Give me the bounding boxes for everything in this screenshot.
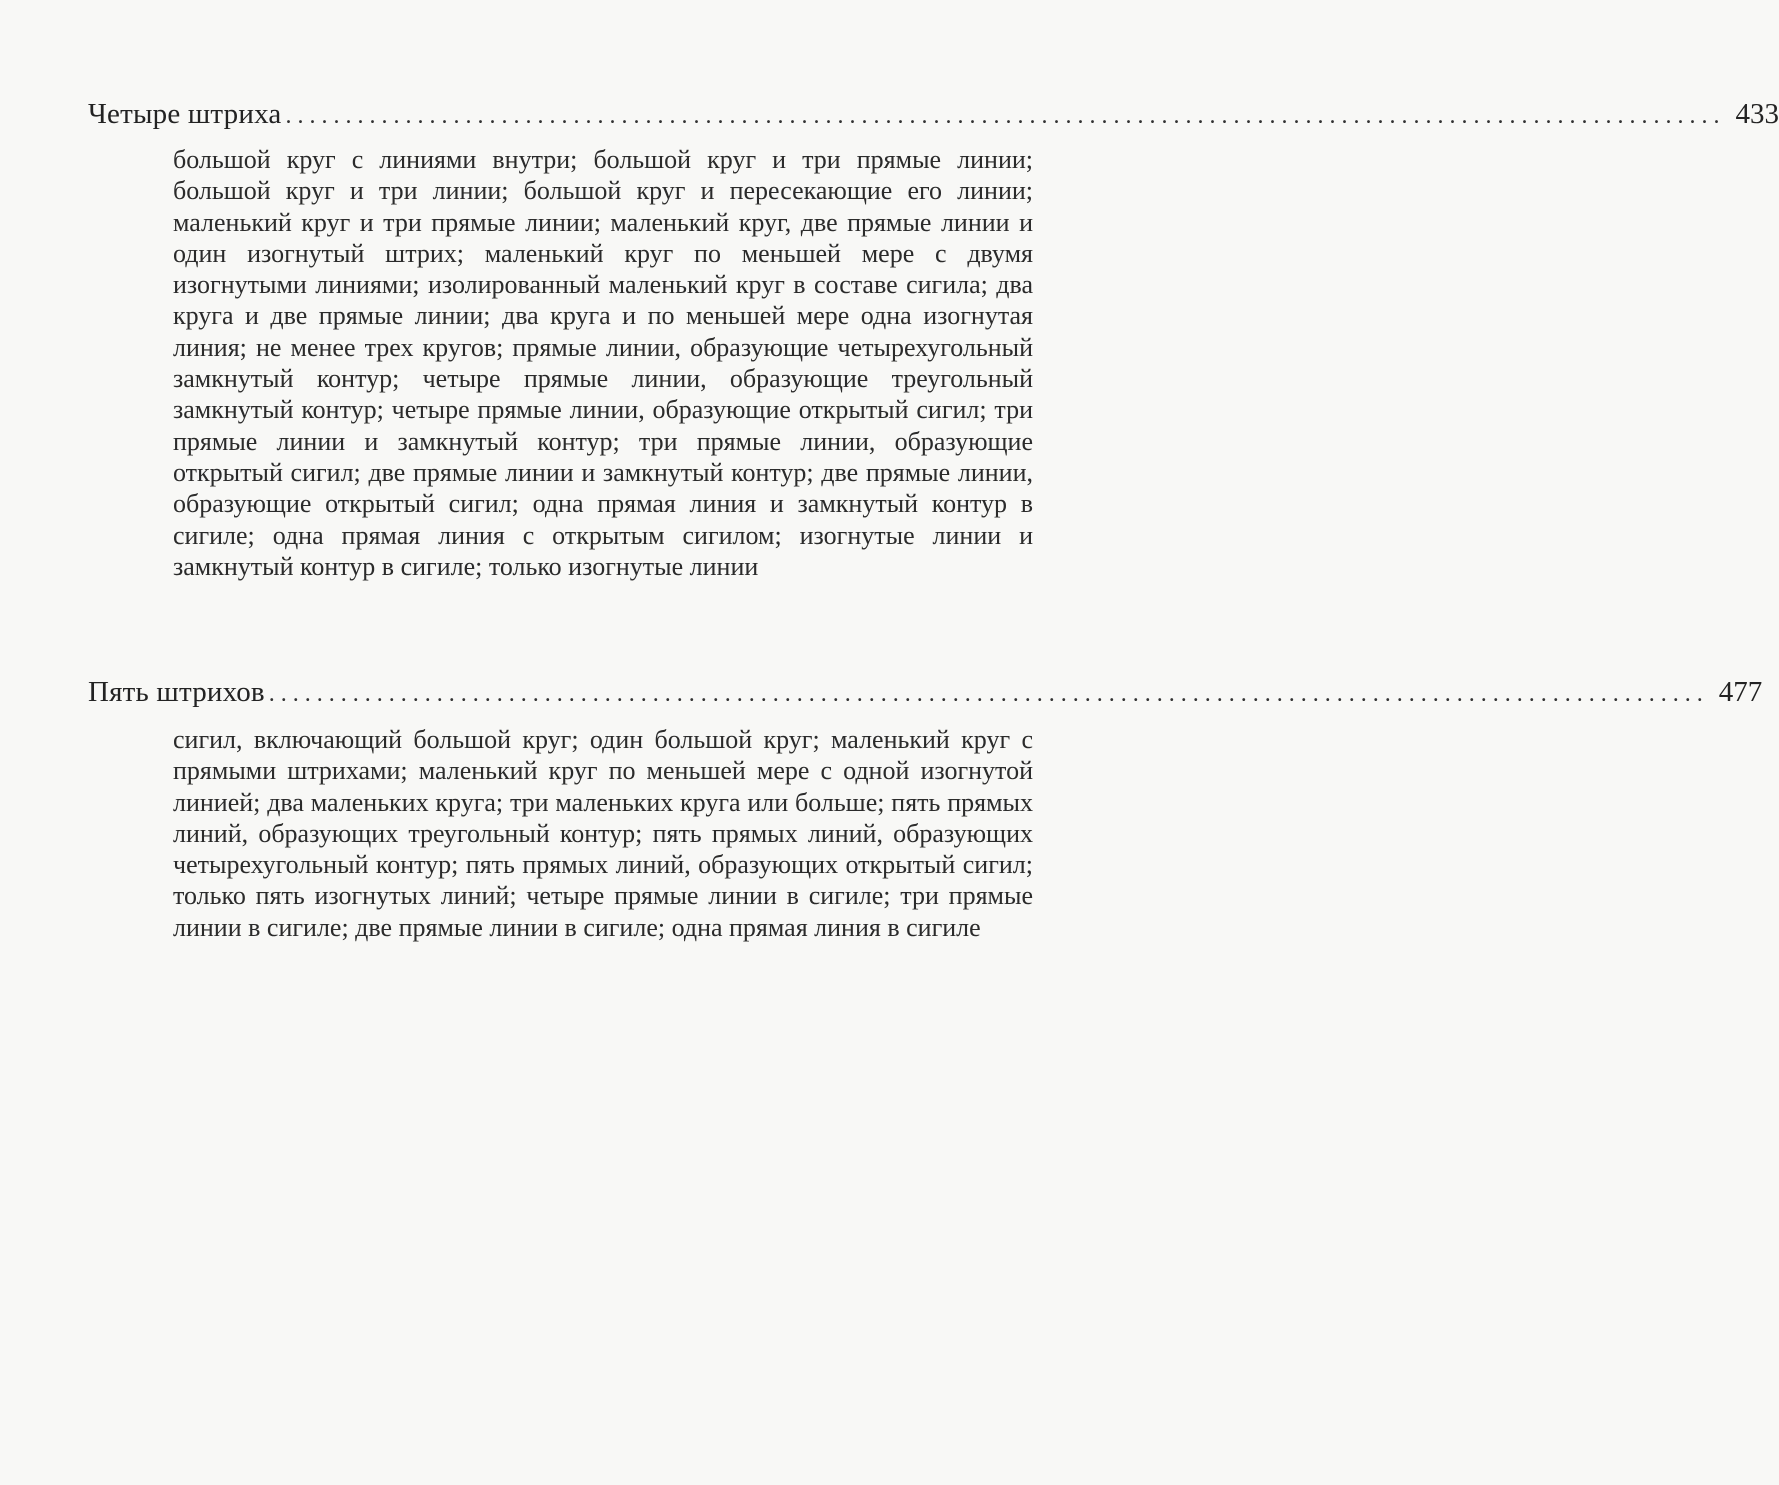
toc-entry-five-strokes <box>88 676 1763 943</box>
toc-heading-row <box>88 98 1779 140</box>
toc-entry-four-strokes <box>88 98 1779 582</box>
toc-heading-row <box>88 676 1763 718</box>
toc-page-number: 433 <box>1735 98 1779 130</box>
toc-page-number: 477 <box>1718 676 1763 708</box>
leader-dots: ........................................................................................................................ <box>285 103 1726 129</box>
toc-entry-title: Четыре штриха <box>88 98 282 130</box>
toc-entry-description: большой круг с линиями внутри; большой круг и три прямые линии; большой круг и три линии; большой круг и пересекающие его линии; маленький круг и три прямые линии; маленький круг, две прямые линии и один изогнутый штрих; маленький круг по меньшей мере с двумя изогнутыми линиями; изолированный маленький круг в составе сигила; два круга и две прямые линии; два круга и по меньшей мере одна изогнутая линия; не менее трех кругов; прямые линии, образующие четырехугольный замкнутый контур; четыре прямые линии, образующие треугольный замкнутый контур; четыре прямые линии, образующие открытый сигил; три прямые линии и замкнутый контур; три прямые линии, образующие открытый сигил; две прямые линии и замкнутый контур; две прямые линии, образующие открытый сигил; одна прямая линия и замкнутый контур в сигиле; одна прямая линия с открытым сигилом; изогнутые линии и замкнутый контур в сигиле; только изогнутые линии <box>173 145 1033 581</box>
leader-dots: ........................................................................................................................ <box>268 681 1709 707</box>
toc-entry-title: Пять штрихов <box>88 676 265 708</box>
toc-entry-description: сигил, включающий большой круг; один большой круг; маленький круг с прямыми штрихами; маленький круг по меньшей мере с одной изогнутой линией; два маленьких круга; три маленьких круга или больше; пять прямых линий, образующих треугольный контур; пять прямых линий, образующих четырехугольный контур; пять прямых линий, образующих открытый сигил; только пять изогнутых линий; четыре прямые линии в сигиле; три прямые линии в сигиле; две прямые линии в сигиле; одна прямая линия в сигиле <box>173 725 1033 942</box>
